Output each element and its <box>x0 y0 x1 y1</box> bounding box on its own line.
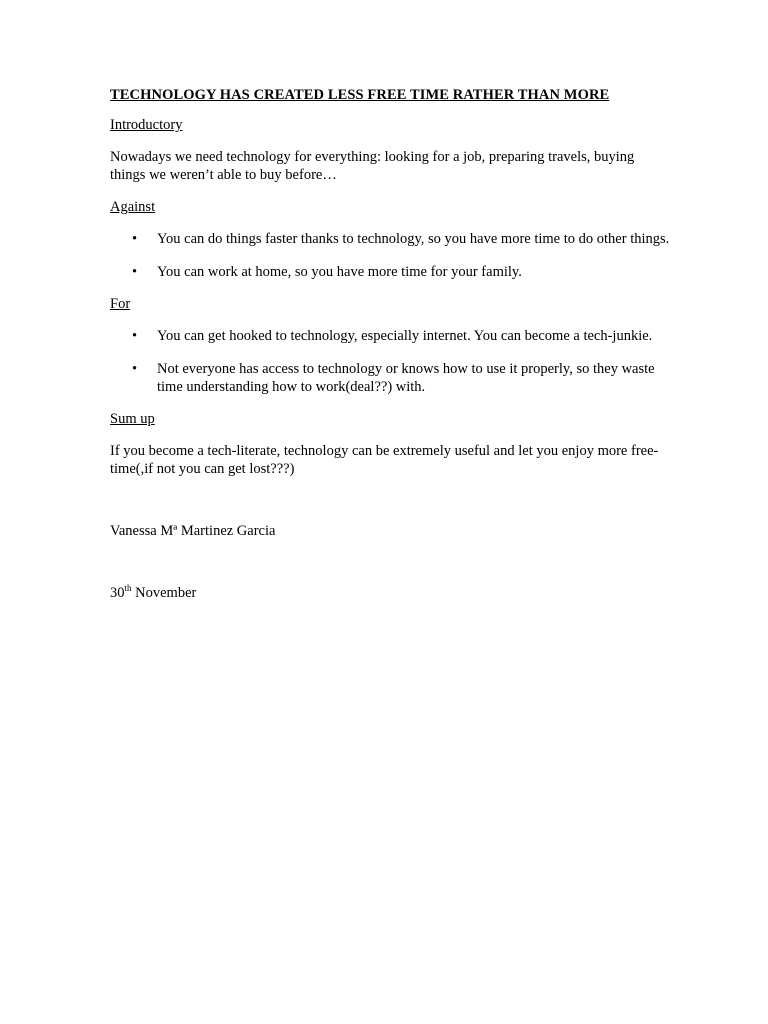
date-day: 30 <box>110 585 125 601</box>
list-item-text: You can do things faster thanks to technology, so you have more time to do other things. <box>157 231 670 247</box>
bullet-icon: • <box>132 361 138 377</box>
heading-against: Against <box>110 199 156 215</box>
list-item-text: You can get hooked to technology, especially internet. You can become a tech-junkie. <box>157 328 653 344</box>
document-page <box>110 86 670 602</box>
bullet-icon: • <box>132 264 138 280</box>
date-suffix: th <box>124 583 132 594</box>
against-list <box>110 230 670 281</box>
list-item <box>110 360 670 396</box>
for-list <box>110 327 670 396</box>
list-item <box>110 327 670 345</box>
heading-introductory: Introductory <box>110 117 183 133</box>
list-item <box>110 230 670 248</box>
introductory-paragraph: Nowadays we need technology for everything: looking for a job, preparing travels, buying things we weren’t able to buy before… <box>110 149 635 183</box>
document-title: TECHNOLOGY HAS CREATED LESS FREE TIME RATHER THAN MORE <box>110 87 610 103</box>
list-item <box>110 263 670 281</box>
heading-sum-up: Sum up <box>110 411 155 427</box>
date-month: November <box>135 585 197 601</box>
list-item-text: You can work at home, so you have more time for your family. <box>157 264 522 280</box>
bullet-icon: • <box>132 231 138 247</box>
sum-up-paragraph: If you become a tech-literate, technology can be extremely useful and let you enjoy more free-time(,if not you can get lost???) <box>110 443 659 477</box>
document-date <box>110 584 670 602</box>
author-signature: Vanessa Mª Martinez Garcia <box>110 523 276 539</box>
bullet-icon: • <box>132 328 138 344</box>
heading-for: For <box>110 296 131 312</box>
list-item-text: Not everyone has access to technology or knows how to use it properly, so they waste time understanding how to work(deal??) with. <box>157 361 655 395</box>
